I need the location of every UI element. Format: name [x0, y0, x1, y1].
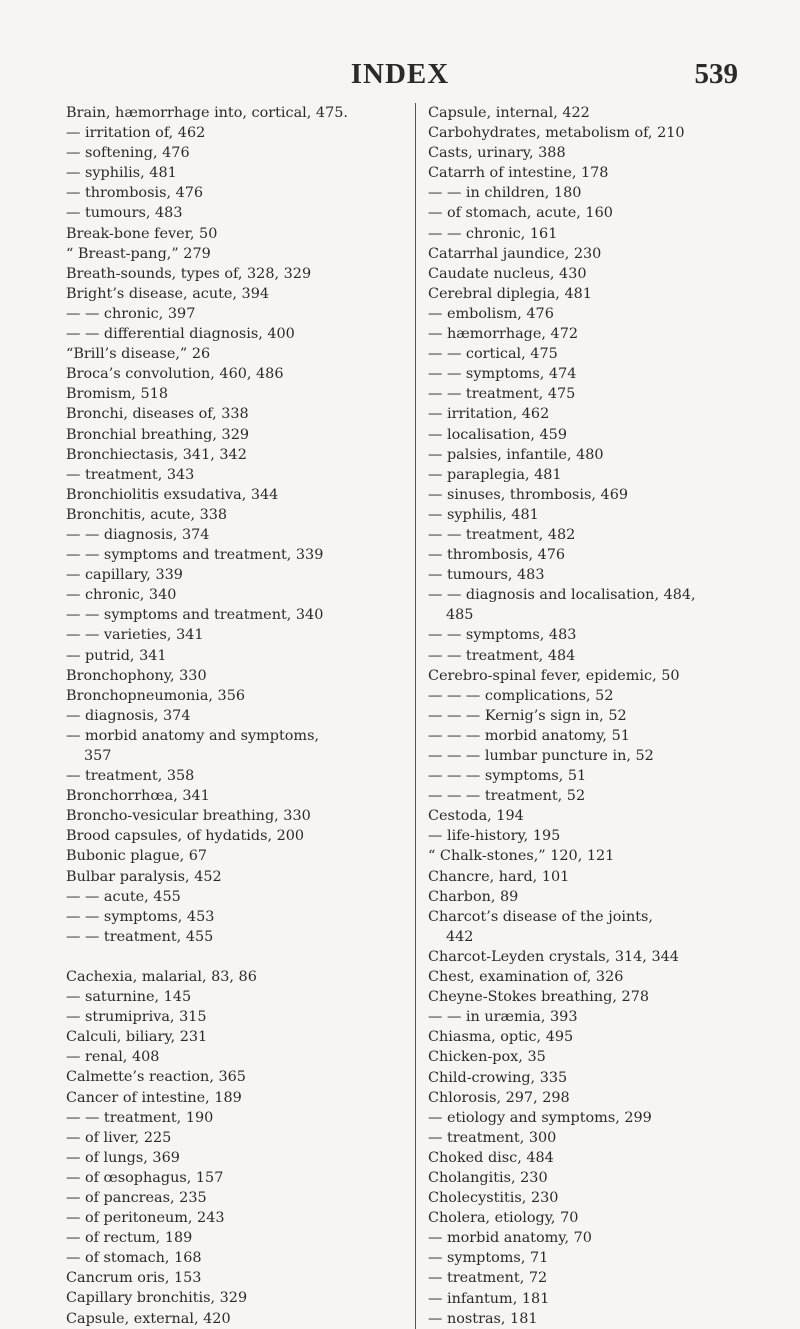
index-entry: — diagnosis, 374 [66, 707, 191, 724]
index-entry: — — differential diagnosis, 400 [66, 326, 295, 343]
index-entry: — of peritoneum, 243 [66, 1210, 225, 1227]
index-entry: — softening, 476 [66, 145, 190, 162]
index-entry: — morbid anatomy, 70 [428, 1230, 592, 1247]
index-entry: Caudate nucleus, 430 [428, 265, 587, 282]
index-entry: Child-crowing, 335 [428, 1069, 568, 1086]
index-entry: — localisation, 459 [428, 426, 567, 443]
index-entry: — infantum, 181 [428, 1290, 550, 1307]
index-entry: Cachexia, malarial, 83, 86 [66, 968, 257, 985]
index-entry: — treatment, 358 [66, 768, 195, 785]
index-entry: — treatment, 300 [428, 1129, 557, 1146]
index-entry: Bronchiolitis exsudativa, 344 [66, 486, 279, 503]
index-entry: Choked disc, 484 [428, 1149, 554, 1166]
index-entry: Chancre, hard, 101 [428, 868, 570, 885]
index-entry: Broncho-vesicular breathing, 330 [66, 808, 311, 825]
index-entry: — nostras, 181 [428, 1310, 538, 1327]
index-entry: — — treatment, 190 [66, 1109, 214, 1126]
index-entry: — symptoms, 71 [428, 1250, 549, 1267]
index-entry: — syphilis, 481 [428, 506, 539, 523]
index-entry: Chest, examination of, 326 [428, 969, 624, 986]
index-entry: Break-bone fever, 50 [66, 225, 218, 242]
index-entry: Brood capsules, of hydatids, 200 [66, 828, 305, 845]
index-entry: — — treatment, 455 [66, 928, 214, 945]
index-entry: “ Breast-pang,” 279 [66, 245, 211, 262]
index-entry: — thrombosis, 476 [66, 185, 204, 202]
index-entry: Bronchorrhœa, 341 [66, 788, 210, 805]
index-entry: — — symptoms, 483 [428, 627, 577, 644]
index-entry: — of œsophagus, 157 [66, 1169, 224, 1186]
index-entry: — thrombosis, 476 [428, 547, 566, 564]
index-entry: Cholangitis, 230 [428, 1169, 548, 1186]
index-entry: — hæmorrhage, 472 [428, 326, 579, 343]
index-entry: — life-history, 195 [428, 828, 561, 845]
index-entry: Carbohydrates, metabolism of, 210 [428, 125, 685, 142]
index-entry: — — symptoms, 474 [428, 366, 577, 383]
index-entry: — palsies, infantile, 480 [428, 446, 604, 463]
index-column-left [66, 103, 396, 1329]
index-entry: 357 [84, 748, 112, 764]
index-entry: Chicken-pox, 35 [428, 1049, 546, 1066]
index-entry: “Brill’s disease,” 26 [66, 346, 211, 363]
index-entry: — of stomach, acute, 160 [428, 205, 613, 222]
index-entry: Broca’s convolution, 460, 486 [66, 366, 284, 383]
index-entry: Bronchitis, acute, 338 [66, 506, 228, 523]
index-entry: Capsule, internal, 422 [428, 105, 590, 121]
index-entry: — morbid anatomy and symptoms, [66, 727, 320, 744]
page-title: INDEX [350, 58, 450, 90]
index-entry: — syphilis, 481 [66, 165, 177, 182]
page-header [0, 58, 800, 98]
index-entry: — treatment, 343 [66, 466, 195, 483]
index-entry: — of lungs, 369 [66, 1149, 180, 1166]
index-entry: Chlorosis, 297, 298 [428, 1089, 570, 1106]
index-entry: — — diagnosis, 374 [66, 526, 210, 543]
index-entry: Cheyne-Stokes breathing, 278 [428, 989, 650, 1006]
index-entry: — renal, 408 [66, 1049, 160, 1066]
index-entry: — — treatment, 475 [428, 386, 576, 403]
index-entry: Cholera, etiology, 70 [428, 1210, 579, 1227]
index-entry: Bronchiectasis, 341, 342 [66, 446, 247, 463]
index-entry: — embolism, 476 [428, 305, 554, 322]
index-entry: — — treatment, 482 [428, 526, 576, 543]
index-entry: — — treatment, 484 [428, 647, 576, 664]
index-entry: — — — treatment, 52 [428, 788, 586, 805]
index-entry: Cholecystitis, 230 [428, 1190, 559, 1207]
index-entry: Catarrhal jaundice, 230 [428, 245, 602, 262]
index-entry: Bronchophony, 330 [66, 667, 207, 684]
index-entry: Charbon, 89 [428, 888, 519, 905]
index-entry: Casts, urinary, 388 [428, 145, 566, 162]
index-entry: Cestoda, 194 [428, 808, 524, 825]
index-entry: — etiology and symptoms, 299 [428, 1109, 652, 1126]
index-entry: Calculi, biliary, 231 [66, 1029, 208, 1046]
index-entry: — strumipriva, 315 [66, 1009, 207, 1026]
index-entry: — putrid, 341 [66, 647, 167, 664]
index-entry: Bronchopneumonia, 356 [66, 687, 246, 704]
index-entry: — — varieties, 341 [66, 627, 204, 644]
index-entry: 442 [446, 928, 474, 945]
index-entry: — tumours, 483 [428, 567, 545, 584]
index-entry: Cancrum oris, 153 [66, 1270, 202, 1287]
index-entry: Catarrh of intestine, 178 [428, 165, 609, 182]
index-entry: Bubonic plague, 67 [66, 848, 208, 865]
index-entry: Bronchial breathing, 329 [66, 426, 250, 443]
index-entry: Cerebro-spinal fever, epidemic, 50 [428, 667, 680, 684]
index-entry: — — chronic, 161 [428, 225, 558, 242]
index-entry: — — — symptoms, 51 [428, 768, 587, 785]
index-entry: — paraplegia, 481 [428, 466, 562, 483]
index-entry: Brain, hæmorrhage into, cortical, 475. [66, 105, 348, 121]
index-entry: — of rectum, 189 [66, 1230, 193, 1247]
index-entry: — — symptoms, 453 [66, 908, 215, 925]
index-entry: — — — morbid anatomy, 51 [428, 727, 630, 744]
index-entry: — — — complications, 52 [428, 687, 614, 704]
index-entry: Charcot-Leyden crystals, 314, 344 [428, 948, 679, 965]
index-entry: — of liver, 225 [66, 1129, 172, 1146]
index-entry: Breath-sounds, types of, 328, 329 [66, 265, 312, 282]
index-entry: Bromism, 518 [66, 386, 169, 403]
index-column-right [415, 103, 773, 1329]
index-entry: — capillary, 339 [66, 567, 183, 584]
index-entry: — — diagnosis and localisation, 484, [428, 587, 696, 604]
index-entry: — of stomach, 168 [66, 1250, 202, 1267]
index-entry: — treatment, 72 [428, 1270, 548, 1287]
index-entry: — tumours, 483 [66, 205, 183, 222]
index-entry: — irritation, 462 [428, 406, 550, 423]
index-entry: 485 [446, 607, 474, 624]
section-gap [66, 947, 396, 967]
index-entry: Cancer of intestine, 189 [66, 1089, 242, 1106]
index-entry: — — — Kernig’s sign in, 52 [428, 707, 627, 724]
page-number: 539 [694, 58, 738, 90]
index-entry: Bronchi, diseases of, 338 [66, 406, 249, 423]
index-entry: — irritation of, 462 [66, 125, 206, 142]
index-entry: — chronic, 340 [66, 587, 177, 604]
index-entry: Capsule, external, 420 [66, 1310, 231, 1327]
index-entry: Charcot’s disease of the joints, [428, 908, 653, 925]
index-entry: — saturnine, 145 [66, 989, 192, 1006]
index-entry: Capillary bronchitis, 329 [66, 1290, 248, 1307]
index-entry: — — symptoms and treatment, 340 [66, 607, 324, 624]
index-entry: Bulbar paralysis, 452 [66, 868, 222, 885]
index-entry: — — chronic, 397 [66, 305, 196, 322]
index-entry: — sinuses, thrombosis, 469 [428, 486, 629, 503]
index-entry: — — — lumbar puncture in, 52 [428, 748, 654, 764]
index-entry: — — symptoms and treatment, 339 [66, 547, 324, 564]
index-entry: — — in children, 180 [428, 185, 582, 202]
index-entry: — of pancreas, 235 [66, 1189, 207, 1206]
index-entry: Calmette’s reaction, 365 [66, 1069, 246, 1086]
index-entry: Chiasma, optic, 495 [428, 1029, 574, 1046]
index-entry: — — in uræmia, 393 [428, 1009, 578, 1026]
index-entry: — — acute, 455 [66, 888, 181, 905]
index-entry: Bright’s disease, acute, 394 [66, 285, 270, 302]
index-entry: “ Chalk-stones,” 120, 121 [428, 848, 615, 865]
index-entry: — — cortical, 475 [428, 346, 558, 363]
index-entry: Cerebral diplegia, 481 [428, 285, 592, 302]
